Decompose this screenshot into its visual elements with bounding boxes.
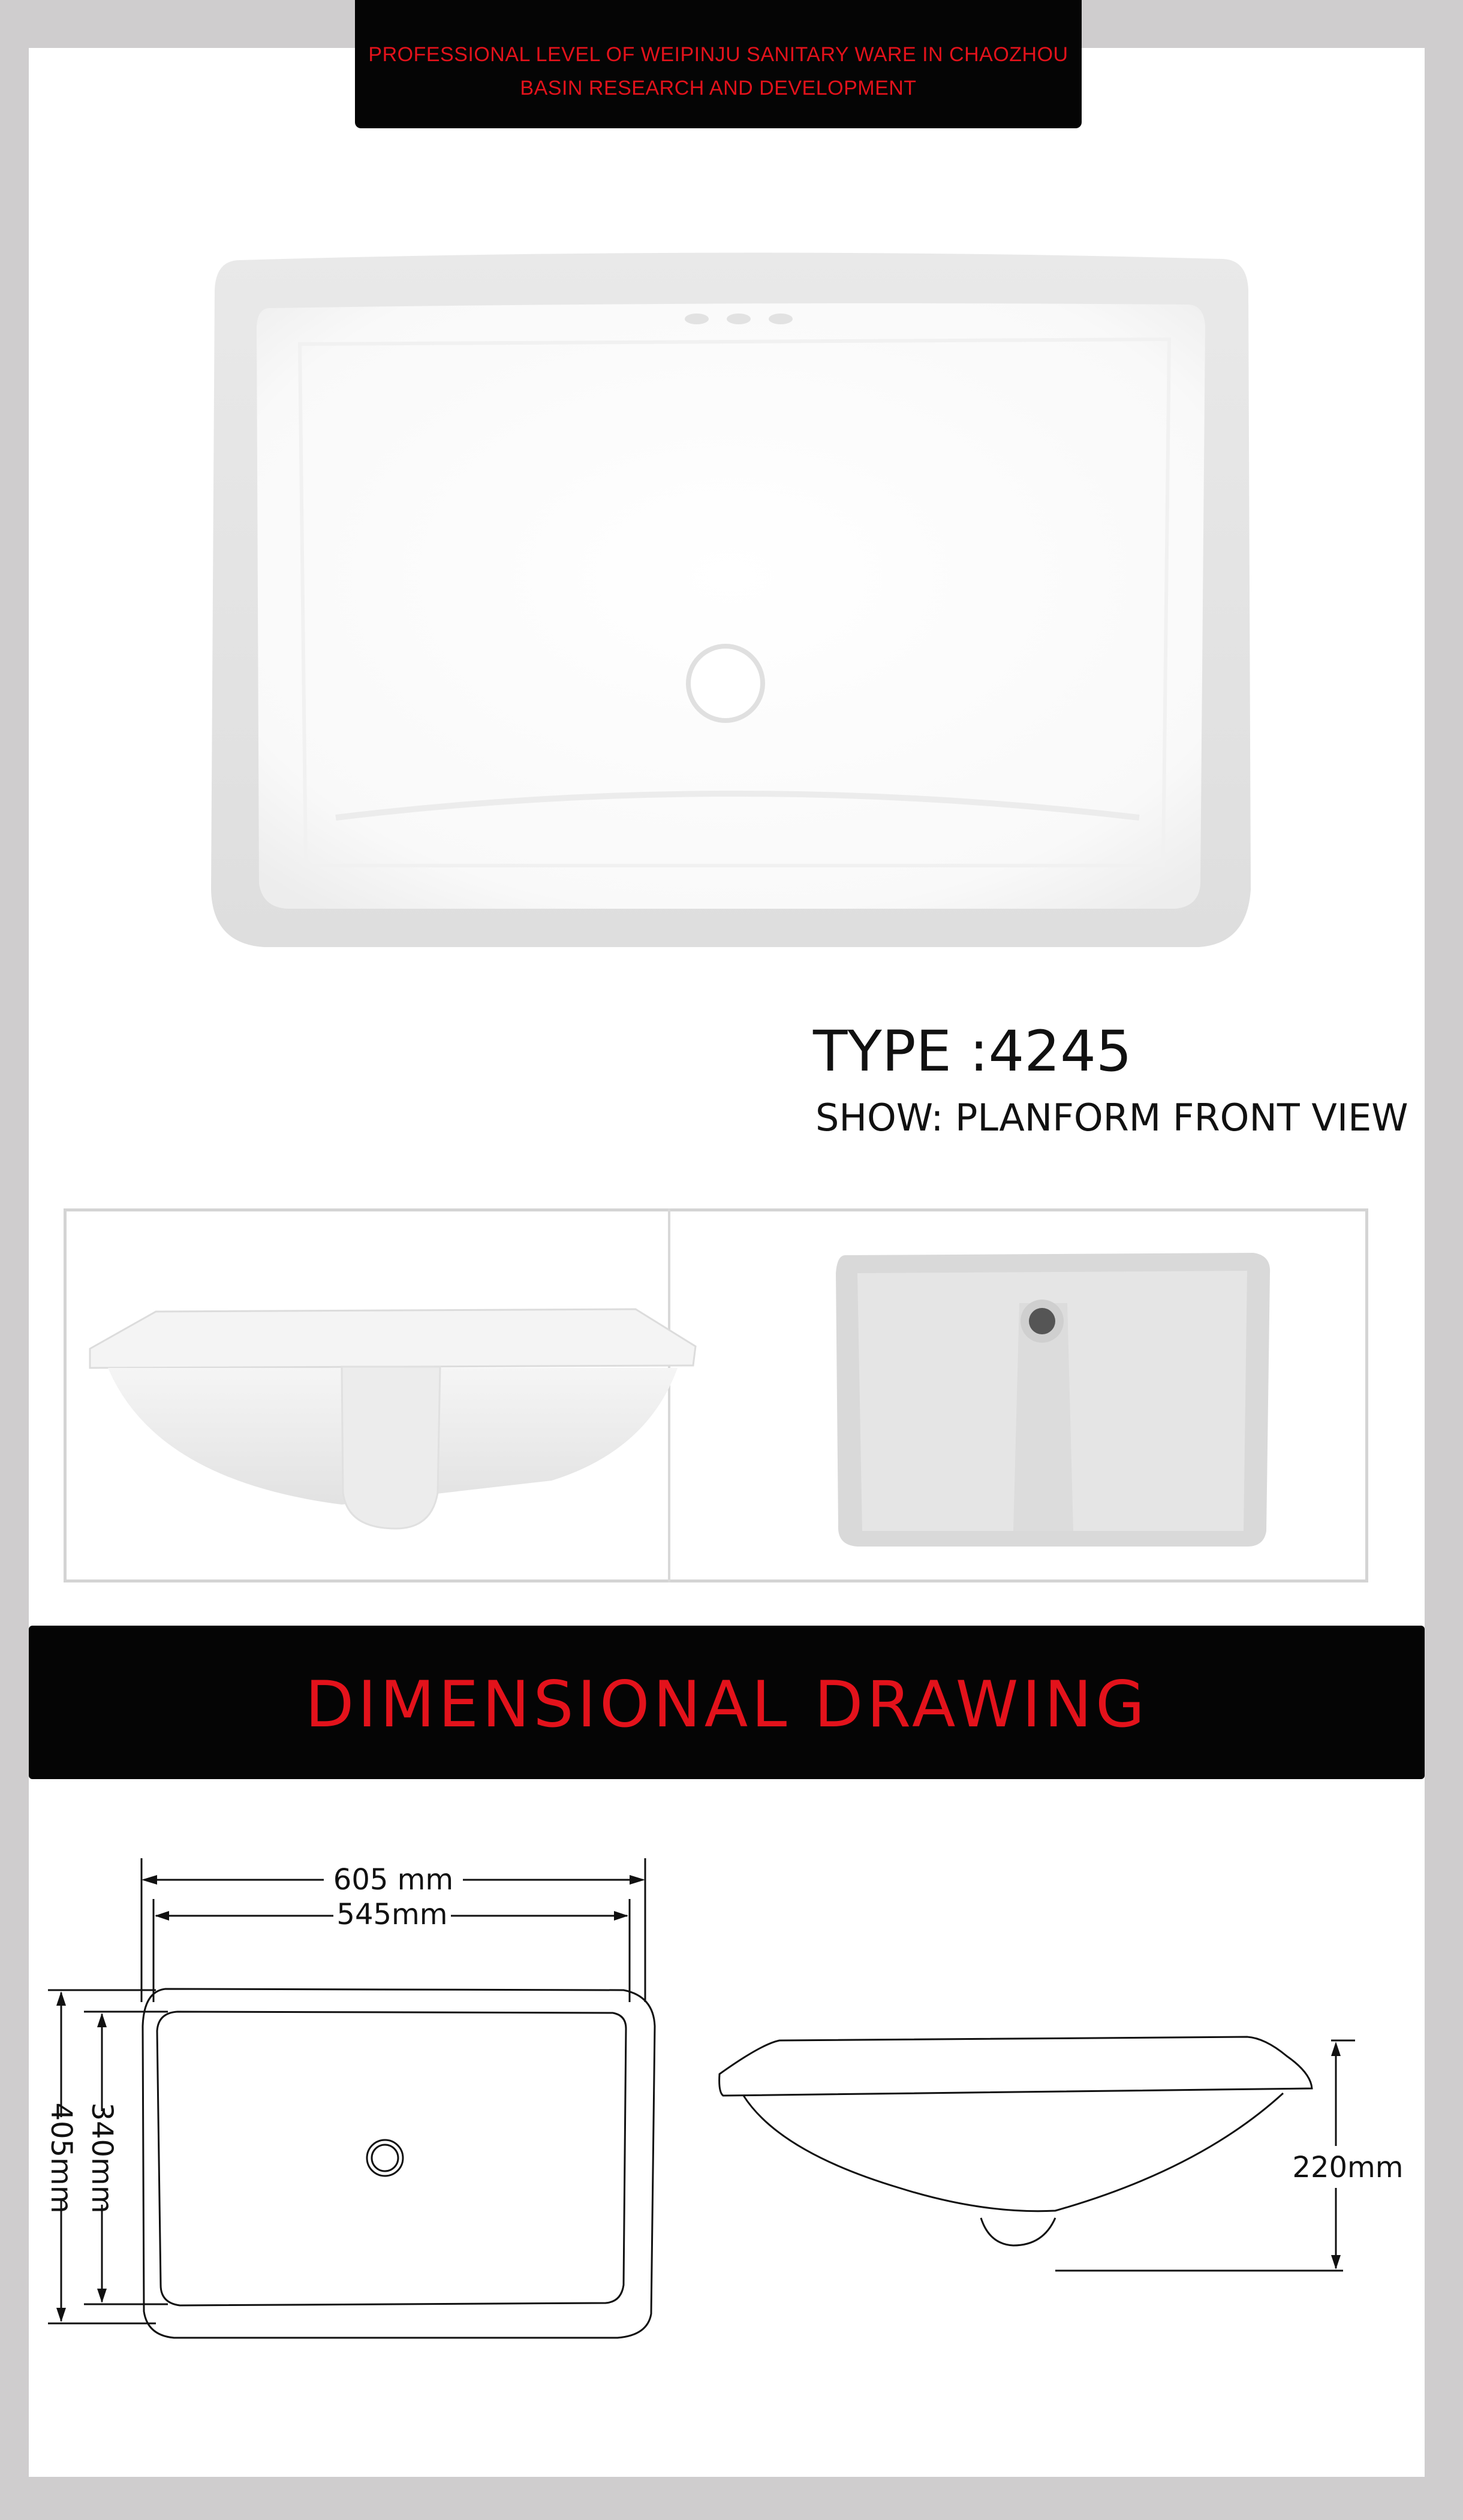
basin-side-view-photo <box>84 1301 708 1541</box>
dim-inner-depth: 340mm <box>85 2102 119 2214</box>
dimensional-drawing <box>0 1798 1463 2470</box>
banner-line-2: BASIN RESEARCH AND DEVELOPMENT <box>520 77 917 100</box>
basin-bottom-view-photo <box>833 1249 1271 1549</box>
product-type-label: TYPE :4245 <box>813 1019 1132 1084</box>
dim-outer-width: 605 mm <box>333 1863 454 1897</box>
top-banner <box>355 0 1082 128</box>
banner-line-1: PROFESSIONAL LEVEL OF WEIPINJU SANITARY WARE IN CHAOZHOU <box>368 43 1068 66</box>
view-description: SHOW: PLANFORM FRONT VIEW <box>815 1096 1408 1140</box>
dim-inner-width: 545mm <box>336 1898 448 1931</box>
basin-top-view-photo <box>204 242 1259 961</box>
dim-height: 220mm <box>1292 2151 1404 2184</box>
dim-outer-depth: 405mm <box>44 2102 78 2214</box>
section-title: DIMENSIONAL DRAWING <box>305 1668 1149 1741</box>
dimensional-drawing-banner <box>29 1626 1425 1779</box>
